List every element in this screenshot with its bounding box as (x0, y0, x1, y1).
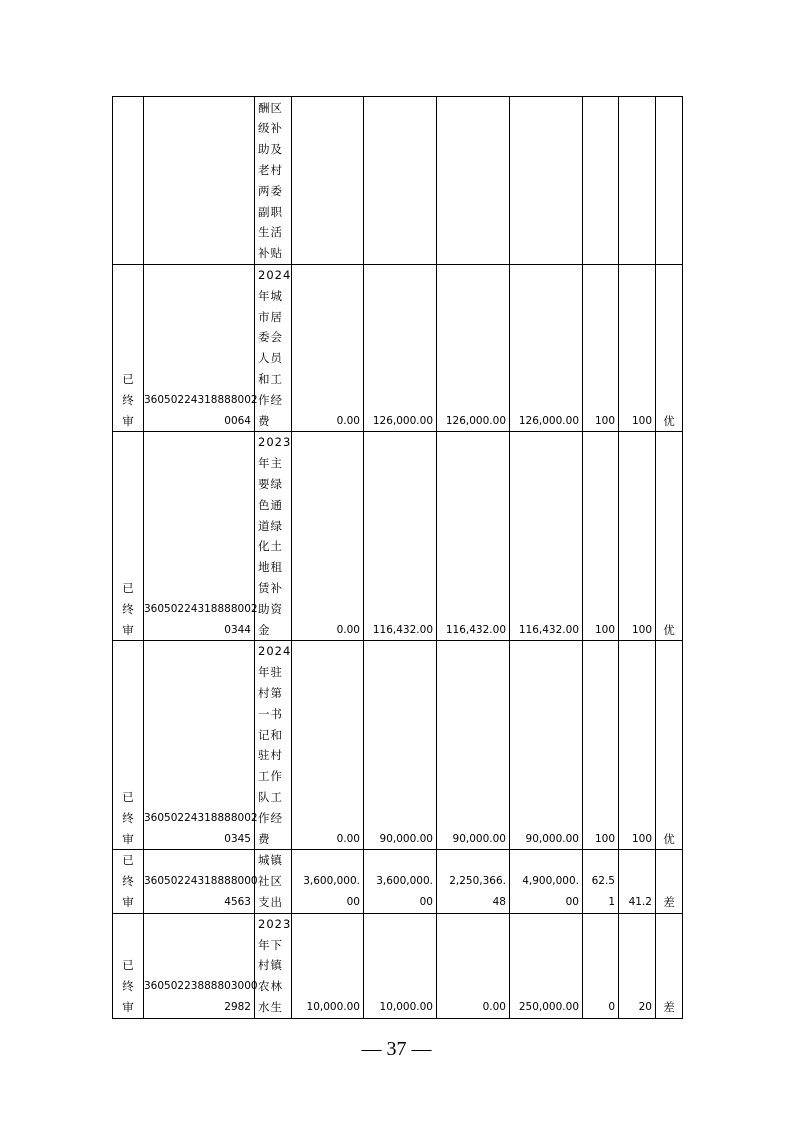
score-2-cell (619, 97, 656, 265)
amount-4-cell (510, 265, 583, 432)
cell-line: 农林 (258, 979, 283, 994)
score-1-cell (583, 850, 619, 913)
amount-2-cell (364, 641, 437, 850)
cell-line: 终 (122, 874, 134, 889)
amount-3-cell (437, 432, 510, 641)
cell-line: 委会 (258, 330, 283, 345)
score-1-cell (583, 265, 619, 432)
project-code-cell (144, 265, 258, 432)
cell-line: 市居 (258, 309, 283, 324)
cell-line: 90,000.00 (525, 832, 579, 845)
score-2-cell (619, 913, 656, 1018)
amount-3-cell (437, 850, 510, 913)
project-name-cell (255, 432, 292, 641)
cell-line: 费 (258, 413, 271, 428)
cell-line: 20 (638, 1000, 652, 1013)
project-code-cell (144, 97, 255, 265)
cell-line: 年城 (258, 288, 283, 303)
cell-line: 优 (663, 413, 675, 428)
amount-2-cell (364, 97, 437, 265)
cell-line: 终 (122, 601, 134, 616)
table-row (113, 432, 683, 641)
table-row (113, 97, 683, 265)
status-cell (113, 850, 144, 913)
cell-line: 36050224318888002 (144, 393, 258, 406)
cell-line: 村镇 (258, 958, 283, 973)
score-2-cell (619, 432, 656, 641)
cell-line: 36050224318888002 (144, 811, 258, 824)
cell-line: 和工 (258, 371, 283, 386)
cell-line: 已 (122, 580, 134, 595)
cell-line: 优 (663, 622, 675, 637)
cell-line: 2023 (258, 435, 292, 450)
grade-cell (656, 97, 683, 265)
project-name-cell (255, 913, 292, 1018)
cell-line: 审 (122, 413, 134, 428)
amount-4-cell (510, 432, 583, 641)
cell-line: 100 (631, 623, 652, 636)
cell-line: 100 (631, 414, 652, 427)
grade-cell (656, 265, 683, 432)
cell-line: 工作 (258, 769, 283, 784)
cell-line: 00 (565, 895, 579, 908)
amount-3-cell (437, 97, 510, 265)
cell-line: 助及 (258, 142, 283, 157)
cell-line: 36050223888803000 (144, 980, 258, 993)
amount-1-cell (292, 97, 364, 265)
amount-4-cell (510, 97, 583, 265)
cell-line: 审 (122, 831, 134, 846)
amount-3-cell (437, 265, 510, 432)
amount-2-cell (364, 265, 437, 432)
cell-line: 0 (608, 1000, 615, 1013)
cell-line: 1 (608, 895, 615, 908)
cell-line: 116,432.00 (445, 623, 506, 636)
cell-line: 老村 (258, 163, 283, 178)
cell-line: 地租 (258, 560, 283, 575)
cell-line: 水生 (258, 999, 283, 1014)
cell-line: 100 (594, 832, 615, 845)
status-cell (113, 913, 144, 1018)
amount-1-cell (292, 265, 364, 432)
cell-line: 记和 (258, 727, 283, 742)
amount-1-cell (292, 432, 364, 641)
cell-line: 要绿 (258, 476, 283, 491)
cell-line: 36050224318888002 (144, 602, 258, 615)
status-cell (113, 432, 144, 641)
amount-2-cell (364, 850, 437, 913)
cell-line: 队工 (258, 789, 283, 804)
project-name-cell (255, 265, 292, 432)
cell-line: 驻村 (258, 748, 283, 763)
project-code-cell (144, 913, 258, 1018)
cell-line: 审 (122, 894, 134, 909)
cell-line: 90,000.00 (379, 832, 433, 845)
cell-line: 00 (419, 895, 433, 908)
cell-line: 36050224318888000 (144, 875, 258, 888)
cell-line: 100 (594, 623, 615, 636)
amount-3-cell (437, 913, 510, 1018)
cell-line: 0.00 (336, 414, 360, 427)
grade-cell (656, 850, 683, 913)
amount-1-cell (292, 913, 364, 1018)
score-1-cell (583, 913, 619, 1018)
project-code-cell (144, 641, 258, 850)
cell-line: 作经 (258, 810, 283, 825)
cell-line: 终 (122, 392, 134, 407)
cell-line: 100 (631, 832, 652, 845)
cell-line: 126,000.00 (518, 414, 579, 427)
table-row (113, 641, 683, 850)
cell-line: 0.00 (336, 832, 360, 845)
cell-line: 已 (122, 789, 134, 804)
amount-1-cell (292, 641, 364, 850)
cell-line: 道绿 (258, 518, 283, 533)
project-name-cell (255, 850, 292, 913)
grade-cell (656, 432, 683, 641)
table-body (113, 97, 683, 1019)
cell-line: 补贴 (258, 246, 283, 261)
project-table (112, 96, 683, 1019)
cell-line: 2,250,366. (449, 875, 506, 888)
amount-4-cell (510, 913, 583, 1018)
cell-line: 色通 (258, 497, 283, 512)
cell-line: 支出 (258, 894, 283, 909)
score-2-cell (619, 265, 656, 432)
cell-line: 副职 (258, 204, 283, 219)
project-name-cell (255, 97, 292, 265)
cell-line: 126,000.00 (372, 414, 433, 427)
cell-line: 0345 (224, 832, 251, 845)
amount-2-cell (364, 432, 437, 641)
cell-line: 终 (122, 979, 134, 994)
cell-line: 116,432.00 (518, 623, 579, 636)
cell-line: 费 (258, 831, 271, 846)
amount-3-cell (437, 641, 510, 850)
cell-line: 级补 (258, 121, 283, 136)
cell-line: 差 (663, 999, 675, 1014)
cell-line: 41.2 (628, 895, 652, 908)
score-2-cell (619, 641, 656, 850)
cell-line: 酬区 (258, 100, 283, 115)
cell-line: 100 (594, 414, 615, 427)
cell-line: 116,432.00 (372, 623, 433, 636)
cell-line: 年主 (258, 456, 283, 471)
cell-line: 3,600,000. (303, 875, 360, 888)
project-code-cell (144, 850, 258, 913)
project-code-cell (144, 432, 258, 641)
cell-line: 2024 (258, 644, 292, 659)
cell-line: 4,900,000. (522, 875, 579, 888)
cell-line: 126,000.00 (445, 414, 506, 427)
status-cell (113, 641, 144, 850)
cell-line: 48 (492, 895, 506, 908)
cell-line: 0344 (224, 623, 251, 636)
page-number: — 37 — (361, 1038, 432, 1060)
cell-line: 250,000.00 (518, 1000, 579, 1013)
cell-line: 生活 (258, 225, 283, 240)
cell-line: 90,000.00 (452, 832, 506, 845)
amount-2-cell (364, 913, 437, 1018)
cell-line: 审 (122, 999, 134, 1014)
cell-line: 4563 (224, 895, 251, 908)
cell-line: 年驻 (258, 665, 283, 680)
grade-cell (656, 641, 683, 850)
cell-line: 0064 (224, 414, 251, 427)
amount-4-cell (510, 850, 583, 913)
cell-line: 城镇 (258, 853, 283, 868)
cell-line: 差 (663, 894, 675, 909)
score-1-cell (583, 432, 619, 641)
cell-line: 已 (122, 853, 134, 868)
status-cell (113, 265, 144, 432)
cell-line: 赁补 (258, 580, 283, 595)
score-1-cell (583, 641, 619, 850)
project-name-cell (255, 641, 292, 850)
cell-line: 已 (122, 371, 134, 386)
cell-line: 年下 (258, 937, 283, 952)
table-row (113, 850, 683, 913)
cell-line: 2023 (258, 916, 292, 931)
cell-line: 已 (122, 958, 134, 973)
status-cell (113, 97, 144, 265)
cell-line: 2024 (258, 268, 292, 282)
amount-4-cell (510, 641, 583, 850)
cell-line: 人员 (258, 351, 283, 366)
cell-line: 优 (663, 831, 675, 846)
cell-line: 助资 (258, 601, 283, 616)
cell-line: 作经 (258, 392, 283, 407)
cell-line: 10,000.00 (379, 1000, 433, 1013)
cell-line: 00 (346, 895, 360, 908)
cell-line: 化土 (258, 539, 283, 554)
cell-line: 0.00 (482, 1000, 506, 1013)
score-1-cell (583, 97, 619, 265)
cell-line: 村第 (258, 685, 283, 700)
cell-line: 金 (258, 622, 271, 637)
cell-line: 10,000.00 (306, 1000, 360, 1013)
cell-line: 0.00 (336, 623, 360, 636)
cell-line: 3,600,000. (376, 875, 433, 888)
cell-line: 社区 (258, 874, 283, 889)
score-2-cell (619, 850, 656, 913)
table-row (113, 265, 683, 432)
grade-cell (656, 913, 683, 1018)
table-row (113, 913, 683, 1018)
cell-line: 两委 (258, 183, 283, 198)
cell-line: 62.5 (591, 875, 615, 888)
cell-line: 审 (122, 622, 134, 637)
amount-1-cell (292, 850, 364, 913)
cell-line: 一书 (258, 706, 283, 721)
cell-line: 2982 (224, 1000, 251, 1013)
cell-line: 终 (122, 810, 134, 825)
